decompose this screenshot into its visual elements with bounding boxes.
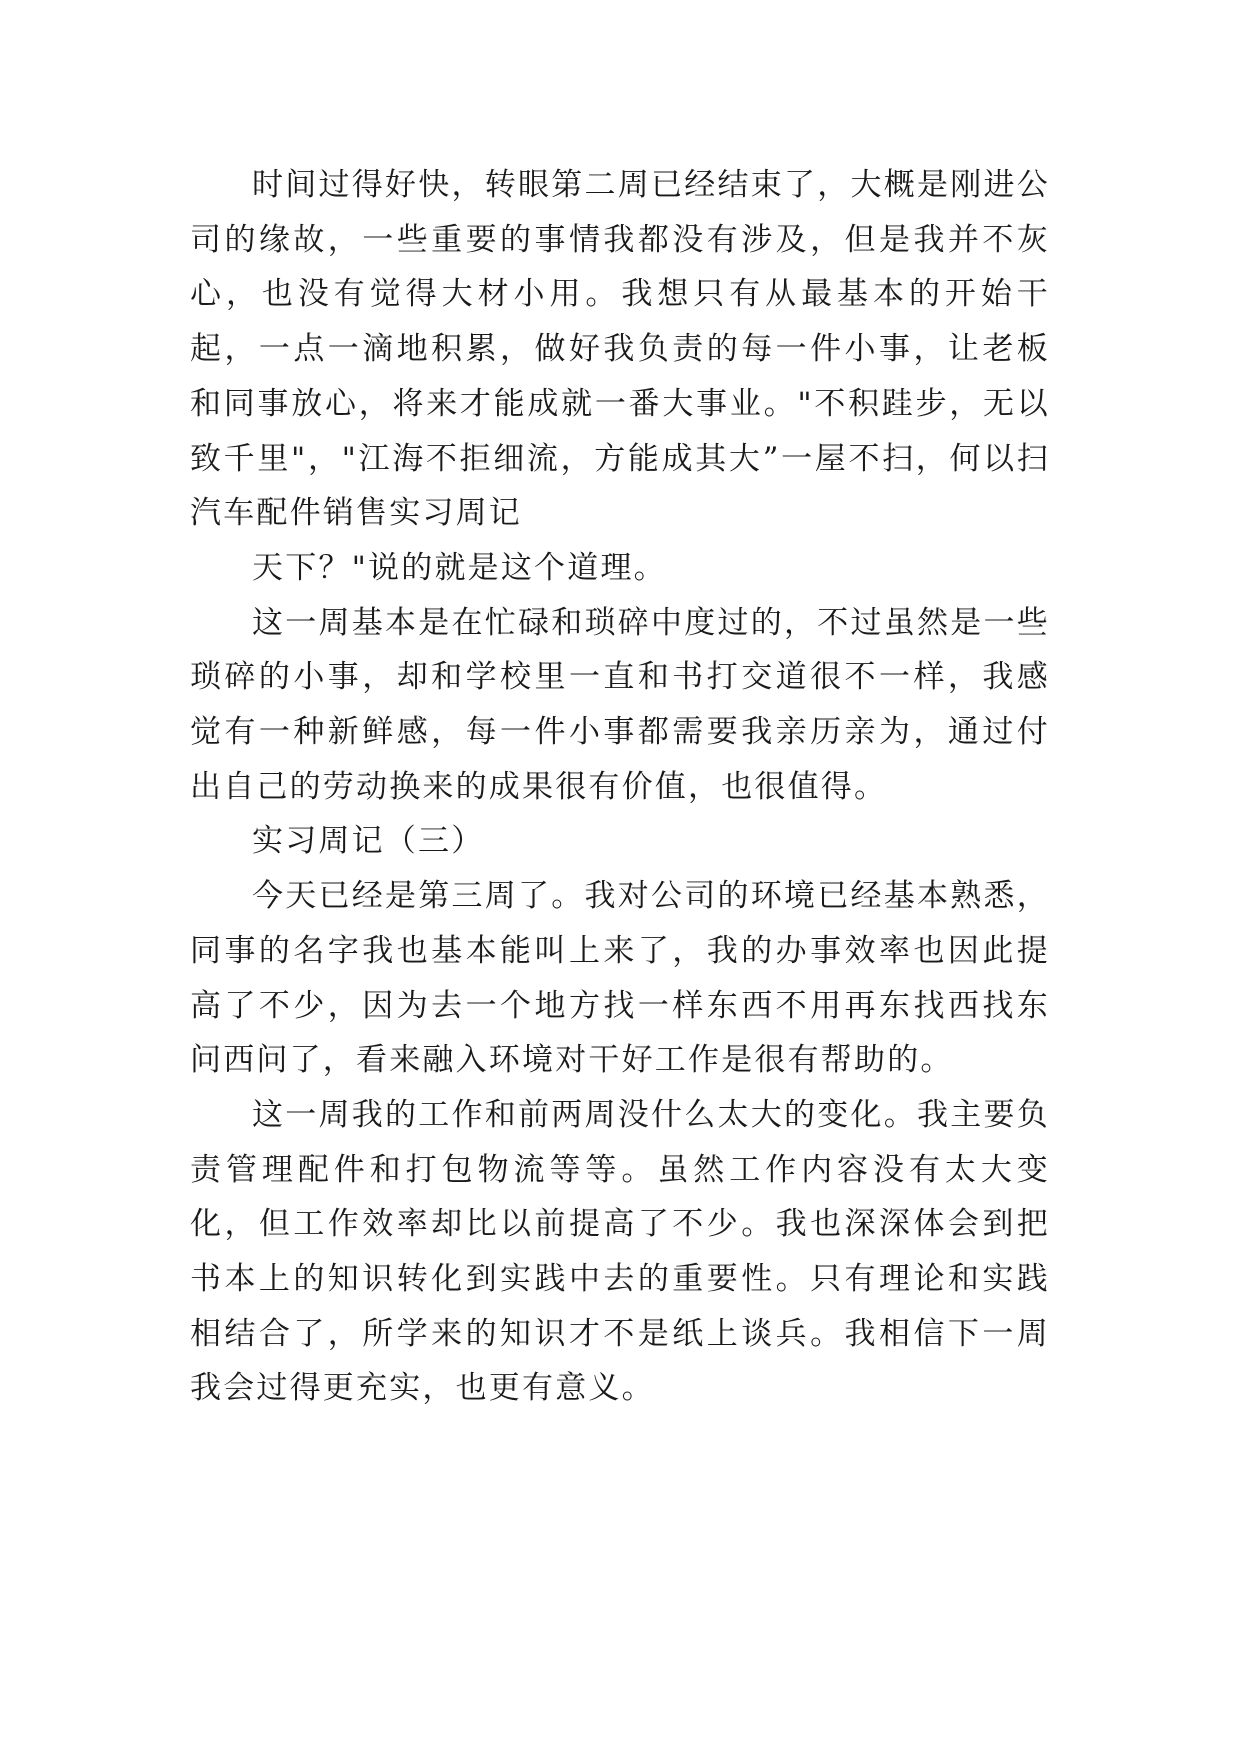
section-heading-week-three: 实习周记（三） [252, 823, 485, 860]
paragraph-proverb-ending: 天下？"说的就是这个道理。 [252, 549, 667, 586]
paragraph-busy-week: 这一周基本是在忙碌和琐碎中度过的，不过虽然是一些琐碎的小事，却和学校里一直和书打交道很不一样，我感觉有一种新鲜感，每一件小事都需要我亲历亲为，通过付出自己的劳动换来的成果很有价值，也很值得。 [190, 604, 1050, 805]
document-body [190, 158, 1050, 1416]
paragraph-week-three-environment: 今天已经是第三周了。我对公司的环境已经基本熟悉，同事的名字我也基本能叫上来了，我的办事效率也因此提高了不少，因为去一个地方找一样东西不用再东找西找东问西问了，看来融入环境对干好工作是很有帮助的。 [190, 878, 1050, 1079]
paragraph-week-two-reflection: 时间过得好快，转眼第二周已经结束了，大概是刚进公司的缘故，一些重要的事情我都没有涉及，但是我并不灰心，也没有觉得大材小用。我想只有从最基本的开始干起，一点一滴地积累，做好我负责的每一件小事，让老板和同事放心，将来才能成就一番大事业。"不积跬步，无以致千里"，"江海不拒细流，方能成其大”一屋不扫，何以扫汽车配件销售实习周记 [190, 167, 1050, 532]
paragraph-week-three-work: 这一周我的工作和前两周没什么太大的变化。我主要负责管理配件和打包物流等等。虽然工作内容没有太大变化，但工作效率却比以前提高了不少。我也深深体会到把书本上的知识转化到实践中去的重要性。只有理论和实践相结合了，所学来的知识才不是纸上谈兵。我相信下一周我会过得更充实，也更有意义。 [190, 1096, 1050, 1407]
